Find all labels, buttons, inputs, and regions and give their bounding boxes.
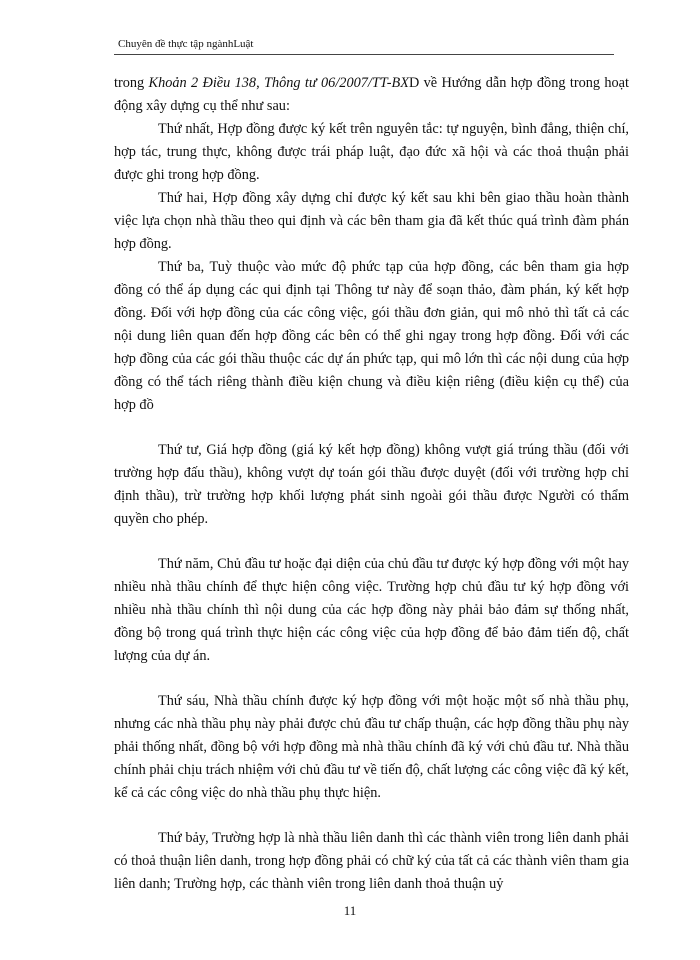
paragraph-sixth: Thứ sáu, Nhà thầu chính được ký hợp đồng với một hoặc một số nhà thầu phụ, nhưng các nhà thầu phụ này phải được chủ đầu tư chấp thuận, các hợp đồng thầu phụ này phải thống nhất, đồng bộ với hợp đồng mà nhà thầu chính đã ký với chủ đầu tư. Nhà thầu chính phải chịu trách nhiệm với chủ đầu tư về tiến độ, chất lượng các công việc đã ký kết, kể cả các công việc do nhà thầu phụ thực hiện. <box>114 693 629 801</box>
intro-text-1: trong <box>114 75 149 91</box>
running-header: Chuyên đề thực tập ngànhLuật <box>118 38 254 50</box>
intro-text-2: , <box>256 75 265 91</box>
paragraph-fourth: Thứ tư, Giá hợp đồng (giá ký kết hợp đồng) không vượt giá trúng thầu (đối với trường hợp đấu thầu), không vượt dự toán gói thầu được duyệt (đối với trường hợp chỉ định thầu), trừ trường hợp khối lượng phát sinh ngoài gói thầu được Người có thẩm quyền cho phép. <box>114 442 629 527</box>
header-divider <box>114 54 614 55</box>
paragraph-first: Thứ nhất, Hợp đồng được ký kết trên nguyên tắc: tự nguyện, bình đẳng, thiện chí, hợp tác, trung thực, không được trái pháp luật, đạo đức xã hội và các thoả thuận phải được ghi trong hợp đồng. <box>114 121 629 183</box>
paragraph-fifth: Thứ năm, Chủ đầu tư hoặc đại diện của chủ đầu tư được ký hợp đồng với một hay nhiều nhà thầu chính để thực hiện công việc. Trường hợp chủ đầu tư ký hợp đồng với nhiều nhà thầu chính thì nội dung của các hợp đồng này phải bảo đảm sự thống nhất, đồng bộ trong quá trình thực hiện các công việc của hợp đồng để bảo đảm tiến độ, chất lượng của dự án. <box>114 556 629 664</box>
paragraph-seventh: Thứ bảy, Trường hợp là nhà thầu liên danh thì các thành viên trong liên danh phải có thoả thuận liên danh, trong hợp đồng phải có chữ ký của tất cả các thành viên tham gia liên danh; Trường hợp, các thành viên trong liên danh thoả thuận uỷ <box>114 830 629 892</box>
legal-reference-article: Khoản 2 Điều 138 <box>148 75 257 91</box>
legal-reference-circular: Thông tư 06/2007/TT-BX <box>264 75 409 91</box>
intro-text-3: D về Hướng dẫn hợp đồng trong hoạt động xây dựng cụ thể như sau: <box>114 75 629 114</box>
intro-paragraph <box>114 72 629 118</box>
paragraph-third: Thứ ba, Tuỳ thuộc vào mức độ phức tạp của hợp đồng, các bên tham gia hợp đồng có thể áp dụng các qui định tại Thông tư này để soạn thảo, đàm phán, ký kết hợp đồng. Đối với hợp đồng của các công việc, gói thầu đơn giản, qui mô nhỏ thì tất cả các nội dung liên quan đến hợp đồng các bên có thể ghi ngay trong hợp đồng. Đối với các hợp đồng của các gói thầu thuộc các dự án phức tạp, qui mô lớn thì các nội dung của hợp đồng có thể tách riêng thành điều kiện chung và điều kiện riêng (điều kiện cụ thể) của hợp đồ <box>114 259 629 413</box>
document-body <box>114 72 629 896</box>
paragraph-second: Thứ hai, Hợp đồng xây dựng chỉ được ký kết sau khi bên giao thầu hoàn thành việc lựa chọn nhà thầu theo qui định và các bên tham gia đã kết thúc quá trình đàm phán hợp đồng. <box>114 190 629 252</box>
page-number: 11 <box>343 903 357 918</box>
